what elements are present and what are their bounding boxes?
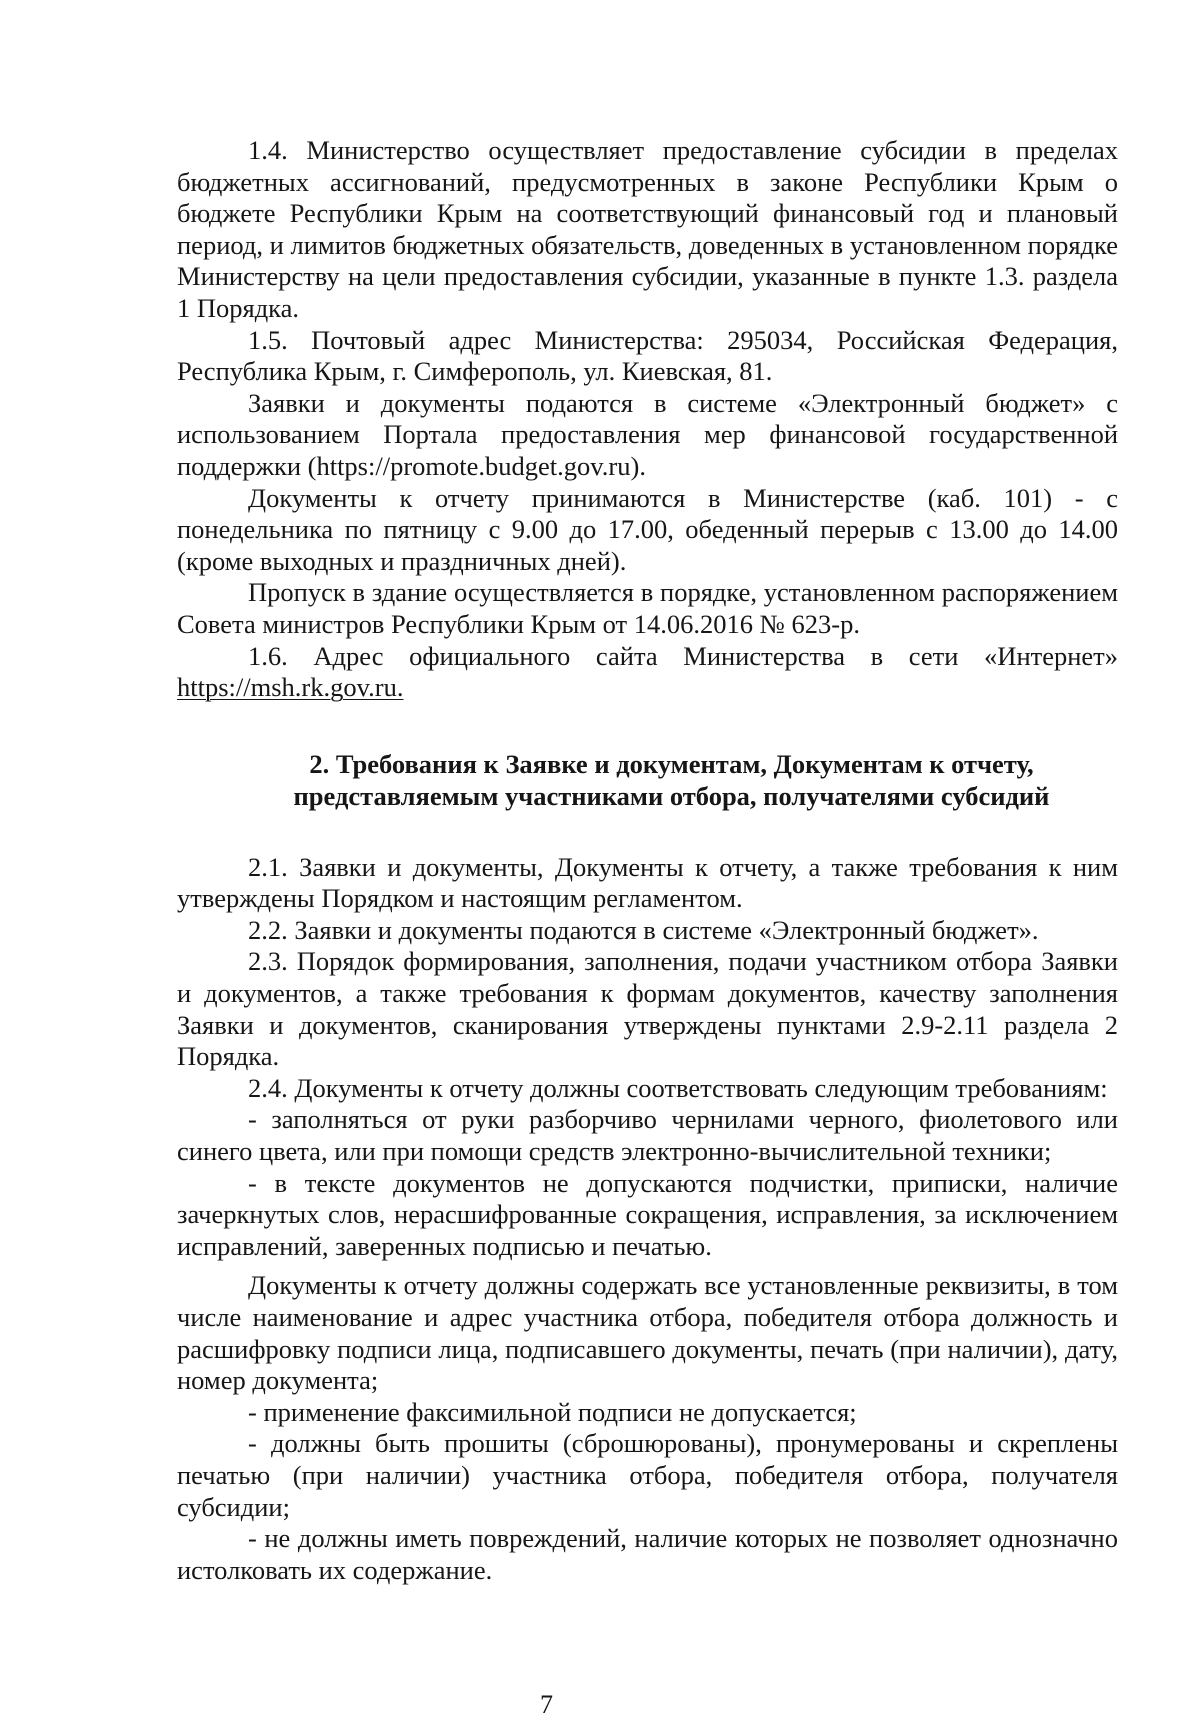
page-number-text: 7 [540,1690,553,1719]
paragraph-spacer [177,1262,1118,1270]
paragraph-2-3: 2.3. Порядок формирования, заполнения, подачи участником отбора Заявки и документов, а также требования к формам документов, качеству заполнения Заявки и документов, сканирования утверждены пунктами 2.9-2.11 раздела 2 Порядка. [177,946,1118,1072]
paragraph-1-6-text: 1.6. Адрес официального сайта Министерства в сети «Интернет» [248,640,1118,671]
requirement-item-no-corrections: - в тексте документов не допускаются подчистки, приписки, наличие зачеркнутых слов, нерасшифрованные сокращения, исправления, за исключением исправлений, заверенных подписью и печатью. [177,1167,1118,1261]
section-2-heading [177,748,1118,812]
requirement-item-no-facsimile: - применение факсимильной подписи не допускается; [248,1396,857,1427]
requirement-item-handwriting: - заполняться от руки разборчиво чернилами черного, фиолетового или синего цвета, или при помощи средств электронно-вычислительной техники; [177,1104,1118,1167]
paragraph-requisites: Документы к отчету должны содержать все установленные реквизиты, в том числе наименование и адрес участника отбора, победителя отбора должность и расшифровку подписи лица, подписавшего документы, печать (при наличии), дату, номер документа; [177,1270,1118,1396]
document-body [177,135,1118,1586]
requirement-item-no-damage: - не должны иметь повреждений, наличие которых не позволяет однозначно истолковать их содержание. [177,1523,1118,1585]
section-heading-line-1: 2. Требования к Заявке и документам, Документам к отчету, [309,748,1034,779]
paragraph-2-4: 2.4. Документы к отчету должны соответствовать следующим требованиям: [248,1072,1108,1103]
paragraph-applications: Заявки и документы подаются в системе «Электронный бюджет» с использованием Портала предоставления мер финансовой государственной поддержки (https://promote.budget.gov.ru). [177,387,1118,481]
paragraph-report-documents: Документы к отчету принимаются в Министерстве (каб. 101) - с понедельника по пятницу с 9.00 до 17.00, обеденный перерыв с 13.00 до 14.00 (кроме выходных и праздничных дней). [177,482,1118,576]
official-site-link[interactable]: https://msh.rk.gov.ru. [177,672,404,703]
paragraph-2-1: 2.1. Заявки и документы, Документы к отчету, а также требования к ним утверждены Порядком и настоящим регламентом. [177,851,1118,914]
paragraph-1-6 [177,641,1118,704]
page-number [540,1690,570,1719]
requirement-item-bound: - должны быть прошиты (сброшюрованы), пронумерованы и скреплены печатью (при наличии) участника отбора, победителя отбора, получателя субсидии; [177,1428,1118,1522]
paragraph-building-pass: Пропуск в здание осуществляется в порядке, установленном распоряжением Совета министров Республики Крым от 14.06.2016 № 623-р. [177,577,1118,639]
section-heading-line-2: представляемым участниками отбора, получателями субсидий [293,780,1050,811]
paragraph-1-4: 1.4. Министерство осуществляет предоставление субсидии в пределах бюджетных ассигнований, предусмотренных в законе Республики Крым о бюджете Республики Крым на соответствующий финансовый год и плановый период, и лимитов бюджетных обязательств, доведенных в установленном порядке Министерству на цели предоставления субсидии, указанные в пункте 1.3. раздела 1 Порядка. [177,135,1118,323]
paragraph-1-5: 1.5. Почтовый адрес Министерства: 295034, Российская Федерация, Республика Крым, г. Симферополь, ул. Киевская, 81. [177,324,1118,387]
paragraph-2-2: 2.2. Заявки и документы подаются в системе «Электронный бюджет». [248,914,1039,945]
